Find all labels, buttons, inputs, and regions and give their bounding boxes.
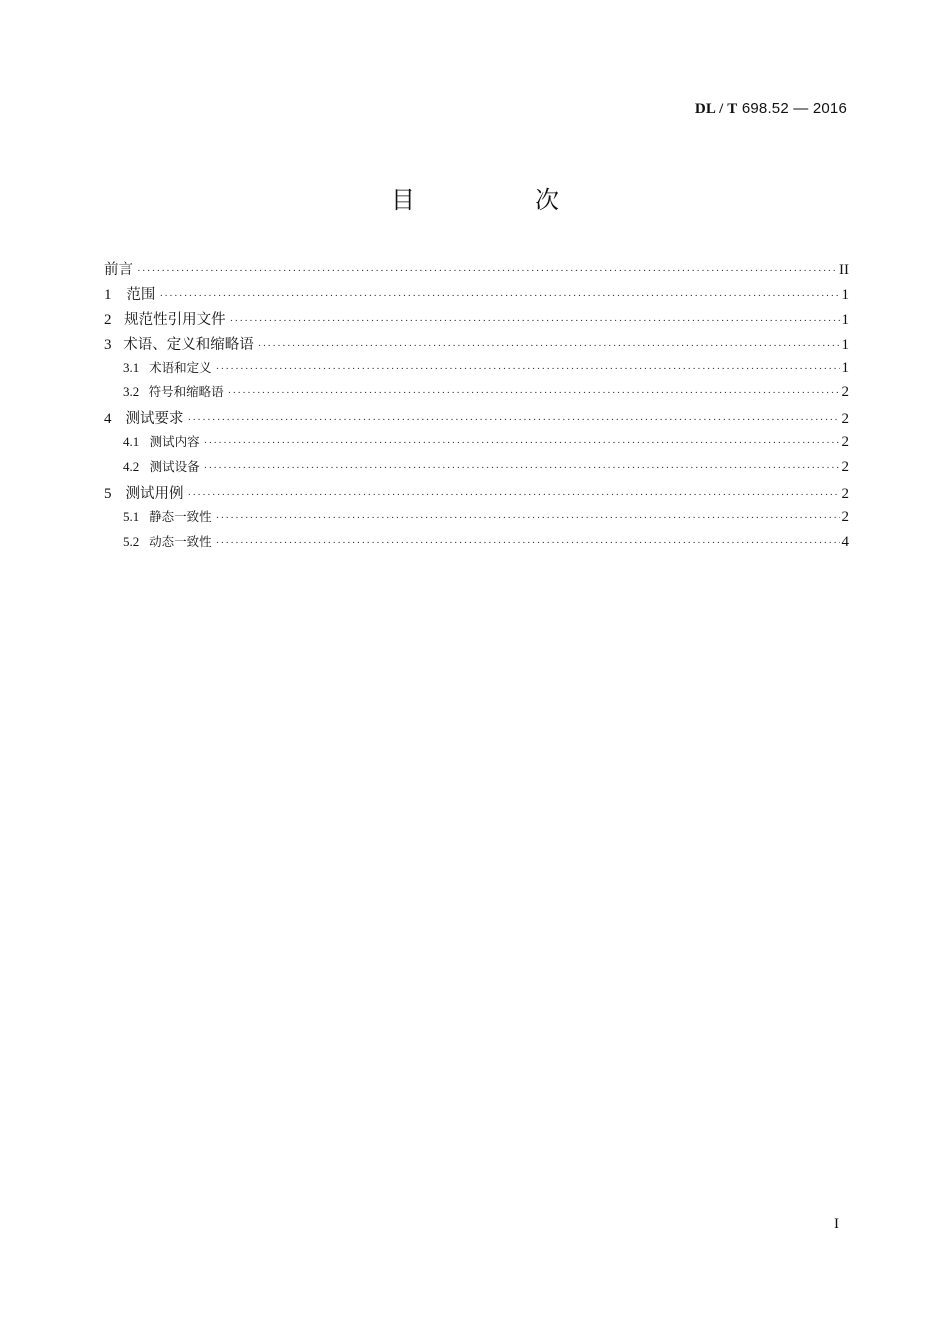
toc-entry-page: II bbox=[839, 262, 849, 278]
toc-entry-page: 1 bbox=[841, 359, 849, 376]
toc-entry-label: 范围 bbox=[126, 286, 156, 303]
dot-leader bbox=[204, 437, 840, 449]
toc-entry-number: 4.2 bbox=[123, 459, 140, 475]
toc-entry-page: 2 bbox=[841, 508, 849, 525]
dot-leader bbox=[188, 489, 840, 501]
toc-entry-number: 4.1 bbox=[123, 434, 140, 450]
dot-leader bbox=[188, 414, 840, 426]
toc-entry-page: 2 bbox=[841, 384, 849, 401]
dot-leader bbox=[228, 387, 840, 399]
dot-leader bbox=[204, 462, 840, 474]
toc-entry-label: 符号和缩略语 bbox=[148, 384, 224, 400]
dot-leader bbox=[137, 265, 837, 277]
toc-entry-page: 1 bbox=[841, 311, 849, 328]
toc-entry-label: 测试内容 bbox=[149, 434, 200, 450]
standard-prefix: DL / T bbox=[694, 101, 738, 117]
toc-entry-normative-references[interactable] bbox=[104, 308, 849, 333]
toc-title: 目 次 bbox=[391, 186, 607, 214]
toc-entry-symbols-and-abbreviations[interactable] bbox=[104, 382, 849, 407]
toc-entry-number: 5.2 bbox=[123, 533, 140, 549]
toc-entry-test-equipment[interactable] bbox=[104, 457, 849, 482]
toc-entry-number: 4 bbox=[104, 411, 112, 428]
toc-entry-dynamic-conformance[interactable] bbox=[104, 532, 849, 557]
dot-leader bbox=[230, 315, 840, 327]
toc-entry-foreword[interactable] bbox=[104, 258, 849, 283]
toc-entry-label: 动态一致性 bbox=[149, 533, 212, 549]
dot-leader bbox=[159, 290, 839, 302]
standard-number: 698.52 — 2016 bbox=[741, 100, 847, 117]
toc-entry-number: 3.1 bbox=[123, 359, 140, 375]
toc-entry-label: 术语和定义 bbox=[149, 359, 212, 375]
toc-entry-page: 1 bbox=[841, 336, 849, 353]
dot-leader bbox=[258, 340, 840, 352]
toc-entry-test-content[interactable] bbox=[104, 432, 849, 457]
toc-entry-terms-definitions-abbreviations[interactable] bbox=[104, 333, 849, 358]
toc-entry-number: 3.2 bbox=[123, 384, 140, 400]
toc-entry-number: 1 bbox=[104, 286, 112, 303]
toc-entry-page: 2 bbox=[841, 486, 849, 503]
toc-entry-label: 测试用例 bbox=[125, 486, 184, 503]
toc-entry-page: 2 bbox=[841, 459, 849, 476]
toc-entry-test-cases[interactable] bbox=[104, 482, 849, 507]
toc-entry-label: 测试要求 bbox=[125, 411, 184, 428]
toc-entry-number: 5.1 bbox=[123, 508, 140, 524]
standard-code bbox=[695, 100, 847, 118]
dot-leader bbox=[216, 537, 840, 549]
toc-entry-scope[interactable] bbox=[104, 283, 849, 308]
toc-entry-number: 3 bbox=[104, 336, 112, 353]
toc-entry-page: 2 bbox=[841, 411, 849, 428]
toc-entry-page: 4 bbox=[841, 533, 849, 550]
toc-entry-number: 5 bbox=[104, 486, 112, 503]
toc-entry-terms-and-definitions[interactable] bbox=[104, 358, 849, 383]
toc-entry-page: 1 bbox=[841, 286, 849, 303]
toc-entry-page: 2 bbox=[841, 434, 849, 451]
toc-entry-label: 静态一致性 bbox=[149, 508, 212, 524]
toc-entry-label: 术语、定义和缩略语 bbox=[123, 336, 254, 353]
page-number: I bbox=[834, 1216, 839, 1232]
toc-entry-label: 规范性引用文件 bbox=[124, 311, 226, 328]
dot-leader bbox=[216, 512, 840, 524]
toc-entry-number: 2 bbox=[104, 311, 112, 328]
toc-entry-static-conformance[interactable] bbox=[104, 507, 849, 532]
toc-entry-test-requirements[interactable] bbox=[104, 407, 849, 432]
dot-leader bbox=[216, 363, 840, 375]
toc-entry-label: 前言 bbox=[104, 262, 133, 278]
table-of-contents bbox=[104, 258, 849, 557]
toc-entry-label: 测试设备 bbox=[149, 459, 200, 475]
